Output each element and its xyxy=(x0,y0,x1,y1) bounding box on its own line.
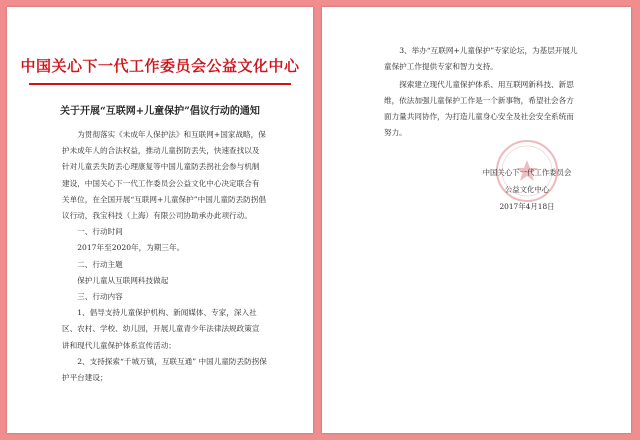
paragraph: 二、行动主题 xyxy=(77,259,123,269)
signature-block xyxy=(472,164,582,215)
document-page-left xyxy=(7,7,313,433)
signature-org-line2: 公益文化中心 xyxy=(504,185,550,194)
paragraph: 探索建立现代儿童保护体系、用互联网新科技、新思维，依法加强儿童保护工作是一个新事物，希望社会各方面力量共同协作，为打造儿童身心安全及社会安全系统而努力。 xyxy=(384,80,574,137)
paragraph: 3、举办“互联网+儿童保护”专家论坛，为基层开展儿童保护工作提供专家和智力支持。 xyxy=(384,46,578,71)
paragraph: 2017年至2020年，为期三年。 xyxy=(77,243,185,253)
organization-header: 中国关心下一代工作委员会公益文化中心 xyxy=(20,57,300,75)
header-divider xyxy=(29,83,291,85)
notice-title: 关于开展“互联网+儿童保护”倡议行动的通知 xyxy=(60,106,260,117)
paragraph: 为贯彻落实《未成年人保护法》和互联网+国家战略，保护未成年人的合法权益，推动儿童拐防丢失，快速查找以及针对儿童丢失防丢心理康复等中国儿童防丢拐社会参与机制建设，中国关心下一代工作委员会公益文化中心决定联合有关单位，在全国开展“互联网+儿童保护”中国儿童防丢防拐倡议行动，我宝科技（上海）有限公司协助承办此项行动。 xyxy=(62,130,266,221)
signature-org-line1: 中国关心下一代工作委员会 xyxy=(482,168,572,177)
notice-body xyxy=(62,127,267,386)
paragraph: 保护儿童从互联网科技做起 xyxy=(77,275,169,285)
signature-date: 2017年4月18日 xyxy=(499,202,555,211)
paragraph: 三、行动内容 xyxy=(77,292,123,302)
notice-body-continued xyxy=(384,43,580,141)
document-page-right xyxy=(322,7,631,433)
paragraph: 一、行动时间 xyxy=(77,227,123,237)
paragraph: 2、支持探索“千城万镇，互联互通” 中国儿童防丢防拐保护平台建设； xyxy=(62,356,267,383)
paragraph: 1、倡导支持儿童保护机构、新闻媒体、专家，深入社区、农村、学校、幼儿园，开展儿童青少年法律法规政策宣讲和现代儿童保护体系宣传活动； xyxy=(62,308,260,350)
